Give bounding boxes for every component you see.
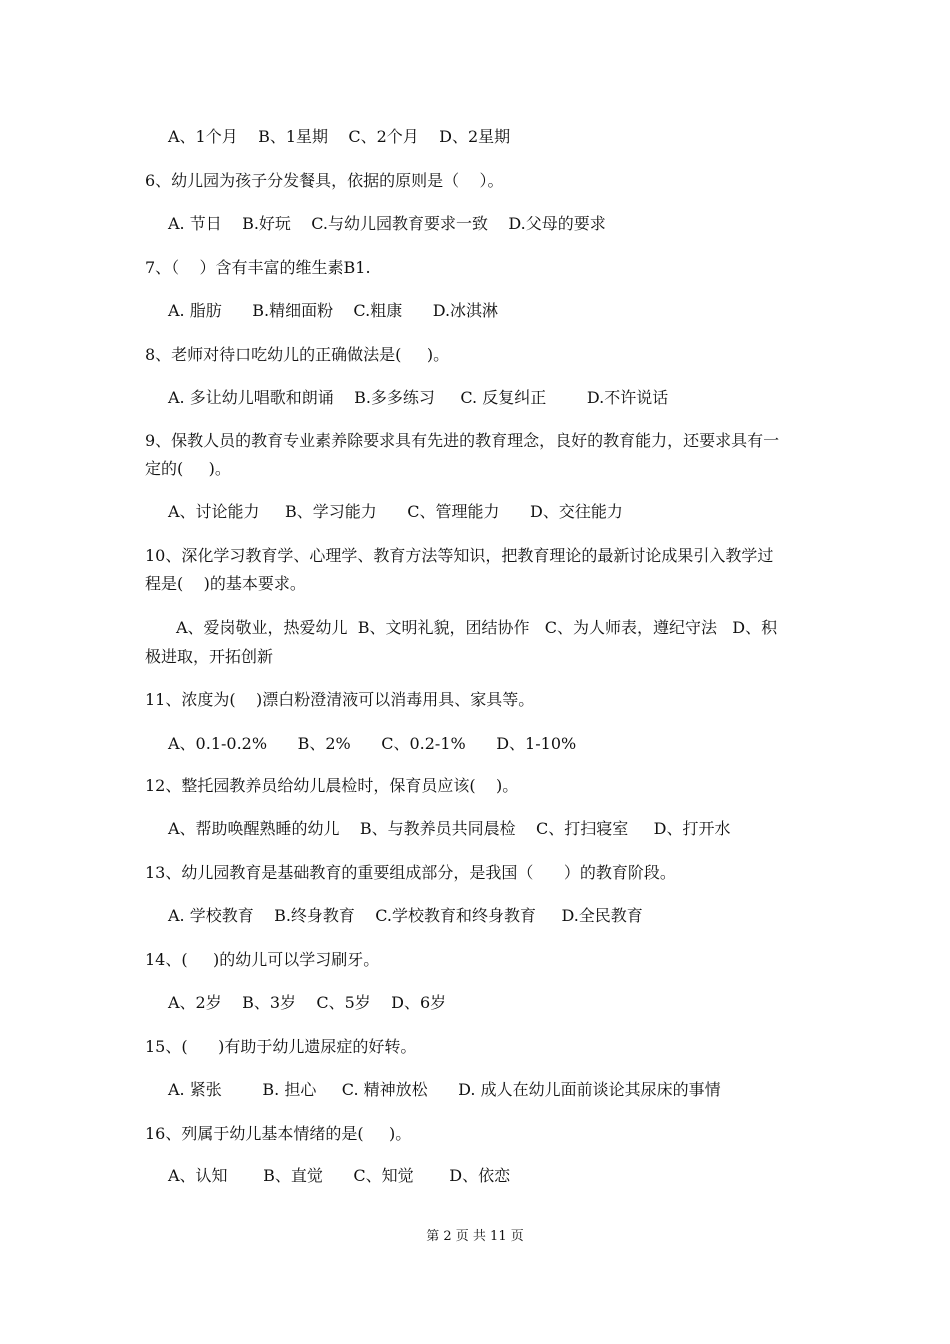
q13-options: A. 学校教育 B.终身教育 C.学校教育和终身教育 D.全民教育 (168, 906, 643, 925)
q16-options: A、认知 B、直觉 C、知觉 D、依恋 (168, 1166, 511, 1185)
q13-question: 13、幼儿园教育是基础教育的重要组成部分，是我国（ ）的教育阶段。 (145, 863, 676, 882)
page-footer: 第 2 页 共 11 页 (426, 1229, 524, 1244)
q7-options: A. 脂肪 B.精细面粉 C.粗康 D.冰淇淋 (168, 301, 499, 320)
q10-question-line2: 程是( )的基本要求。 (145, 574, 306, 593)
q6-options: A. 节日 B.好玩 C.与幼儿园教育要求一致 D.父母的要求 (168, 214, 606, 233)
q16-question: 16、列属于幼儿基本情绪的是( )。 (145, 1124, 412, 1143)
q11-question: 11、浓度为( )漂白粉澄清液可以消毒用具、家具等。 (145, 690, 535, 709)
q9-question-line1: 9、保教人员的教育专业素养除要求具有先进的教育理念，良好的教育能力，还要求具有一 (145, 431, 780, 450)
q9-question-line2: 定的( )。 (145, 459, 231, 478)
q12-options: A、帮助唤醒熟睡的幼儿 B、与教养员共同晨检 C、打扫寝室 D、打开水 (168, 819, 731, 838)
q9-options: A、讨论能力 B、学习能力 C、管理能力 D、交往能力 (168, 502, 623, 521)
q6-question: 6、幼儿园为孩子分发餐具，依据的原则是（ ）。 (145, 171, 504, 190)
q10-options-line1: A、爱岗敬业，热爱幼儿 B、文明礼貌，团结协作 C、为人师表，遵纪守法 D、积 (176, 618, 778, 637)
q11-options: A、0.1-0.2% B、2% C、0.2-1% D、1-10% (168, 734, 577, 753)
q14-question: 14、( )的幼儿可以学习刷牙。 (145, 950, 380, 969)
q8-options: A. 多让幼儿唱歌和朗诵 B.多多练习 C. 反复纠正 D.不许说话 (168, 388, 669, 407)
q10-options-line2: 极进取，开拓创新 (145, 647, 274, 666)
q15-options: A. 紧张 B. 担心 C. 精神放松 D. 成人在幼儿面前谈论其尿床的事情 (168, 1080, 721, 1099)
q15-question: 15、( )有助于幼儿遗尿症的好转。 (145, 1037, 417, 1056)
q10-question-line1: 10、深化学习教育学、心理学、教育方法等知识，把教育理论的最新讨论成果引入教学过 (145, 546, 774, 565)
q5-options: A、1个月 B、1星期 C、2个月 D、2星期 (168, 127, 511, 146)
q14-options: A、2岁 B、3岁 C、5岁 D、6岁 (168, 993, 447, 1012)
q7-question: 7、（ ）含有丰富的维生素B1. (145, 258, 371, 277)
q8-question: 8、老师对待口吃幼儿的正确做法是( )。 (145, 345, 450, 364)
q12-question: 12、整托园教养员给幼儿晨检时，保育员应该( )。 (145, 776, 519, 795)
